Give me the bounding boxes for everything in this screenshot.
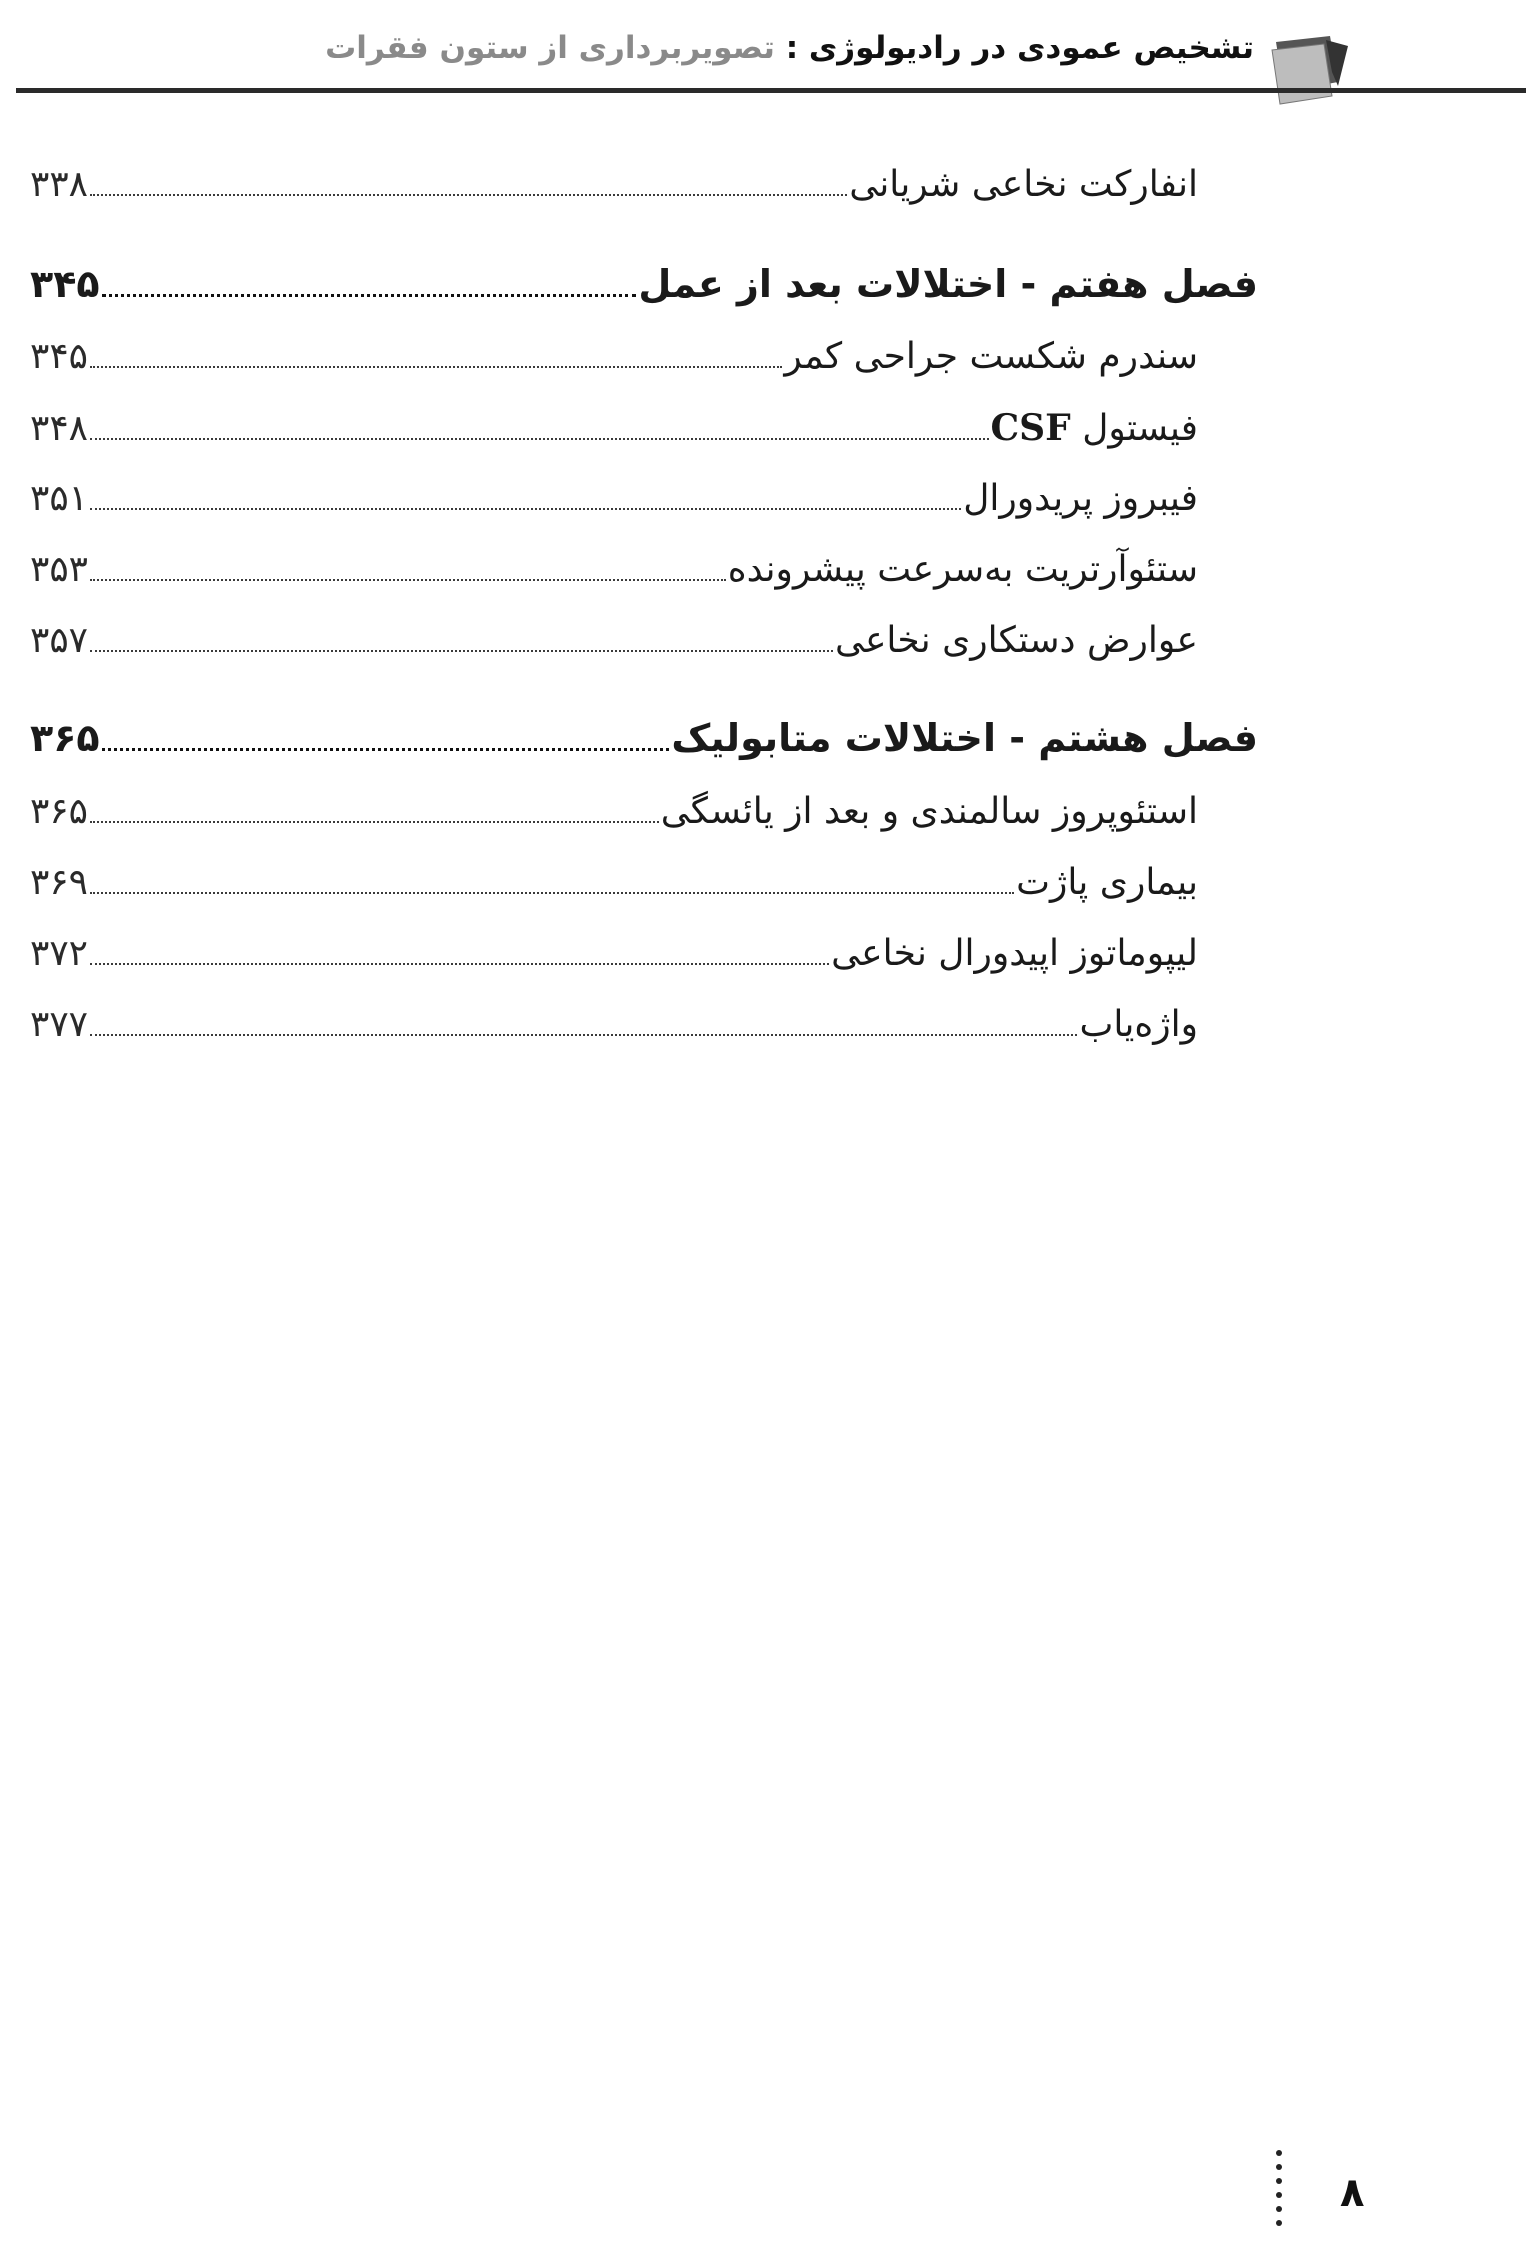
dot-leader xyxy=(102,293,637,297)
footer-dots-decoration xyxy=(1274,2150,1284,2240)
toc-entry[interactable] xyxy=(30,1004,1198,1054)
toc-entry-title: واژه‌یاب xyxy=(1079,1004,1198,1045)
toc-chapter-heading[interactable] xyxy=(30,716,1258,770)
footer-page-number: ۸ xyxy=(1340,2170,1365,2216)
toc-entry-page: ۳۴۸ xyxy=(30,408,89,449)
csf-label: CSF xyxy=(990,407,1071,449)
toc-entry[interactable] xyxy=(30,336,1198,386)
toc-chapter-heading[interactable] xyxy=(30,262,1258,316)
toc-entry-title-text: فیستول xyxy=(1070,408,1198,449)
book-subtitle: تصویربرداری از ستون فقرات xyxy=(325,30,786,66)
toc-entry[interactable] xyxy=(30,791,1198,841)
toc-entry-page: ۳۴۵ xyxy=(30,336,89,377)
dot-leader xyxy=(90,437,989,440)
toc-entry[interactable] xyxy=(30,933,1198,983)
toc-entry[interactable] xyxy=(30,549,1198,599)
dot-leader xyxy=(90,507,961,510)
toc-entry[interactable] xyxy=(30,862,1198,912)
toc-entry-page: ۳۵۱ xyxy=(30,478,89,519)
chapter-page: ۳۴۵ xyxy=(30,262,100,306)
chapter-title: فصل هفتم - اختلالات بعد از عمل xyxy=(638,262,1258,306)
dot-leader xyxy=(90,891,1014,894)
dot-leader xyxy=(90,193,847,196)
toc-entry-page: ۳۳۸ xyxy=(30,164,89,205)
toc-entry-title: فیبروز پریدورال xyxy=(963,478,1198,519)
dot-leader xyxy=(102,747,670,751)
toc-entry-title: عوارض دستکاری نخاعی xyxy=(834,620,1198,661)
toc-entry-page: ۳۵۳ xyxy=(30,549,89,590)
toc-entry[interactable] xyxy=(30,164,1198,214)
toc-entry-page: ۳۷۲ xyxy=(30,933,89,974)
toc-entry-page: ۳۵۷ xyxy=(30,620,89,661)
dot-leader xyxy=(90,365,782,368)
toc-entry-title xyxy=(991,407,1198,449)
toc-entry[interactable] xyxy=(30,478,1198,528)
toc-entry-page: ۳۷۷ xyxy=(30,1004,89,1045)
book-title: تشخیص عمودی در رادیولوژی : xyxy=(785,30,1254,66)
toc-entry-title: بیماری پاژت xyxy=(1016,862,1198,903)
toc-entry-page: ۳۶۵ xyxy=(30,791,89,832)
dot-leader xyxy=(90,820,659,823)
dot-leader xyxy=(90,1033,1077,1036)
toc-entry[interactable] xyxy=(30,620,1198,670)
toc-entry-title: ستئوآرتریت به‌سرعت پیشرونده xyxy=(727,549,1198,590)
chapter-title: فصل هشتم - اختلالات متابولیک xyxy=(671,716,1258,760)
toc-entry-title: سندرم شکست جراحی کمر xyxy=(784,336,1198,377)
dot-leader xyxy=(90,962,829,965)
toc-entry[interactable] xyxy=(30,407,1198,457)
dot-leader xyxy=(90,649,833,652)
toc-entry-title: استئوپروز سالمندی و بعد از یائسگی xyxy=(660,791,1198,832)
dot-leader xyxy=(90,578,726,581)
table-of-contents xyxy=(0,0,1528,1100)
toc-entry-page: ۳۶۹ xyxy=(30,862,89,903)
chapter-page: ۳۶۵ xyxy=(30,716,100,760)
toc-entry-title: انفارکت نخاعی شریانی xyxy=(849,164,1198,205)
toc-entry-title: لیپوماتوز اپیدورال نخاعی xyxy=(831,933,1198,974)
